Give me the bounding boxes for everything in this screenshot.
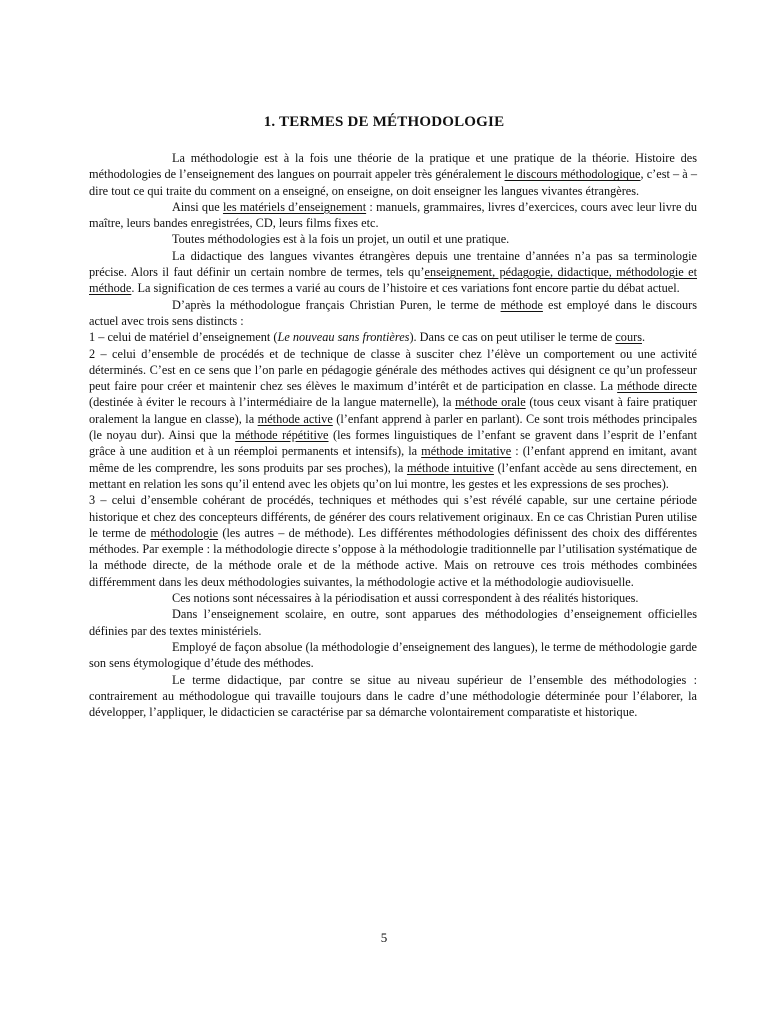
underlined-term: méthode bbox=[500, 297, 543, 312]
text-run: 2 – celui d’ensemble de procédés et de technique de classe à susciter chez l’élève un comportement ou une activité déterminés. C’est en ce sens que l’on parle en pédagogie générale des méthodes actives qui désignent ce qu’un professeur peut faire pour créer et maintenir chez ses élèves le maximum d’intérêt et de participation en classe. La bbox=[89, 346, 697, 394]
text-run: 3 – celui d’ensemble cohérant de procédés, techniques et méthodes qui s’est révélé capable, sur une certaine période historique et chez des concepteurs différents, de générer des cours relativement originaux. En ce cas Christian Puren utilise le terme de bbox=[89, 493, 697, 540]
paragraph-2 bbox=[89, 199, 697, 232]
page-number: 5 bbox=[380, 930, 388, 945]
underlined-term: méthode imitative bbox=[421, 444, 512, 459]
underlined-term: cours bbox=[615, 330, 642, 345]
paragraph-5 bbox=[89, 297, 697, 330]
text-run: (tous ceux visant à faire pratiquer oralement la langue en classe), la bbox=[89, 395, 697, 426]
underlined-term: méthode directe bbox=[617, 379, 697, 394]
text-run: (les formes linguistiques de l’enfant se gravent dans l’esprit de l’enfant grâce à une audition et à un réemploi permanents et intensifs), la bbox=[89, 428, 697, 459]
text-run: ). Dans ce cas on peut utiliser le terme de bbox=[409, 330, 616, 345]
list-item-3 bbox=[89, 492, 697, 590]
text-run: D’après la méthodologue français Christian Puren, le terme de bbox=[172, 297, 501, 312]
text-run: (destinée à éviter le recours à l’intermédiaire de la langue maternelle), la bbox=[89, 395, 456, 410]
italic-title: Le nouveau sans frontières bbox=[277, 330, 410, 345]
text-run: . La signification de ces termes a varié au cours de l’histoire et ces variations font encore partie du débat actuel. bbox=[131, 281, 680, 296]
text-run: . bbox=[641, 330, 646, 345]
text-run: : manuels, grammaires, livres d’exercices, cours avec leur livre du maître, leurs bandes enregistrées, CD, leurs films fixes etc. bbox=[89, 199, 697, 231]
list-item-1 bbox=[89, 329, 697, 345]
paragraph-12: Le terme didactique, par contre se situe au niveau supérieur de l’ensemble des méthodologies : contrairement au méthodologue qui travaille toujours dans le cadre d’une méthodologie déterminée pour l’élaborer, la développer, l’appliquer, le didacticien se caractérise par sa démarche volontairement comparatiste et historique. bbox=[89, 672, 697, 720]
text-run: , c’est – à – dire tout ce qui traite du comment on a enseigné, on enseigne, on doit enseigner les langues vivantes étrangères. bbox=[89, 167, 697, 198]
text-run: : (l’enfant apprend en imitant, avant même de les comprendre, les sons produits par ses proches), la bbox=[89, 444, 697, 475]
text-run: 1 – celui de matériel d’enseignement ( bbox=[89, 330, 278, 345]
text-run: La méthodologie est à la fois une théorie de la pratique et une pratique de la théorie. Histoire des méthodologies de l’enseignement des langues on pourrait appeler très généralement bbox=[89, 151, 697, 182]
text-run: est employé dans le discours actuel avec trois sens distincts : bbox=[89, 297, 697, 328]
underlined-term: méthodologie bbox=[150, 525, 219, 540]
underlined-term: méthode orale bbox=[455, 395, 526, 410]
text-run: (l’enfant accède au sens directement, en mettant en relation les sons qu’il entend avec les objets qu’on lui montre, les gestes et les expressions de ses proches). bbox=[89, 460, 698, 491]
paragraph-10: Dans l’enseignement scolaire, en outre, sont apparues des méthodologies d’enseignement officielles définies par des textes ministériels. bbox=[89, 607, 697, 638]
text-run: La didactique des langues vivantes étrangères depuis une trentaine d’années n’a pas sa terminologie précise. Alors il faut définir un certain nombre de termes, tels qu’ bbox=[89, 248, 697, 280]
text-run: (l’enfant apprend à parler en parlant). Ce sont trois méthodes principales (le noyau dur). Ainsi que la bbox=[89, 411, 697, 443]
paragraph-9: Ces notions sont nécessaires à la périodisation et aussi correspondent à des réalités historiques. bbox=[172, 591, 639, 606]
paragraph-11: Employé de façon absolue (la méthodologie d’enseignement des langues), le terme de méthodologie garde son sens étymologique d’étude des méthodes. bbox=[89, 639, 697, 671]
paragraph-3: Toutes méthodologies est à la fois un projet, un outil et une pratique. bbox=[172, 232, 510, 247]
list-item-2 bbox=[89, 346, 697, 493]
underlined-term: les matériels d’enseignement bbox=[222, 199, 367, 214]
document-body bbox=[89, 150, 697, 720]
section-title: 1. TERMES DE MÉTHODOLOGIE bbox=[263, 114, 505, 130]
text-run: Ainsi que bbox=[172, 199, 223, 214]
underlined-term: enseignement, pédagogie, didactique, méthodologie et méthode bbox=[89, 265, 698, 296]
underlined-term: méthode active bbox=[257, 411, 333, 426]
text-run: (les autres – de méthode). Les différentes méthodologies définissent des choix des différentes méthodes. Par exemple : la méthodologie directe s’oppose à la méthodologie traditionnelle par l’utilisation systématique de la méthode directe, de la méthode orale et de la méthode active. Mais on retrouve ces trois méthodes combinées différemment dans les deux méthodologies suivantes, la méthodologie active et la méthodologie audiovisuelle. bbox=[89, 525, 697, 589]
paragraph-1 bbox=[89, 150, 697, 199]
underlined-term: méthode répétitive bbox=[235, 428, 329, 443]
underlined-term: le discours méthodologique bbox=[504, 167, 641, 182]
paragraph-4 bbox=[89, 248, 697, 297]
underlined-term: méthode intuitive bbox=[406, 460, 494, 475]
